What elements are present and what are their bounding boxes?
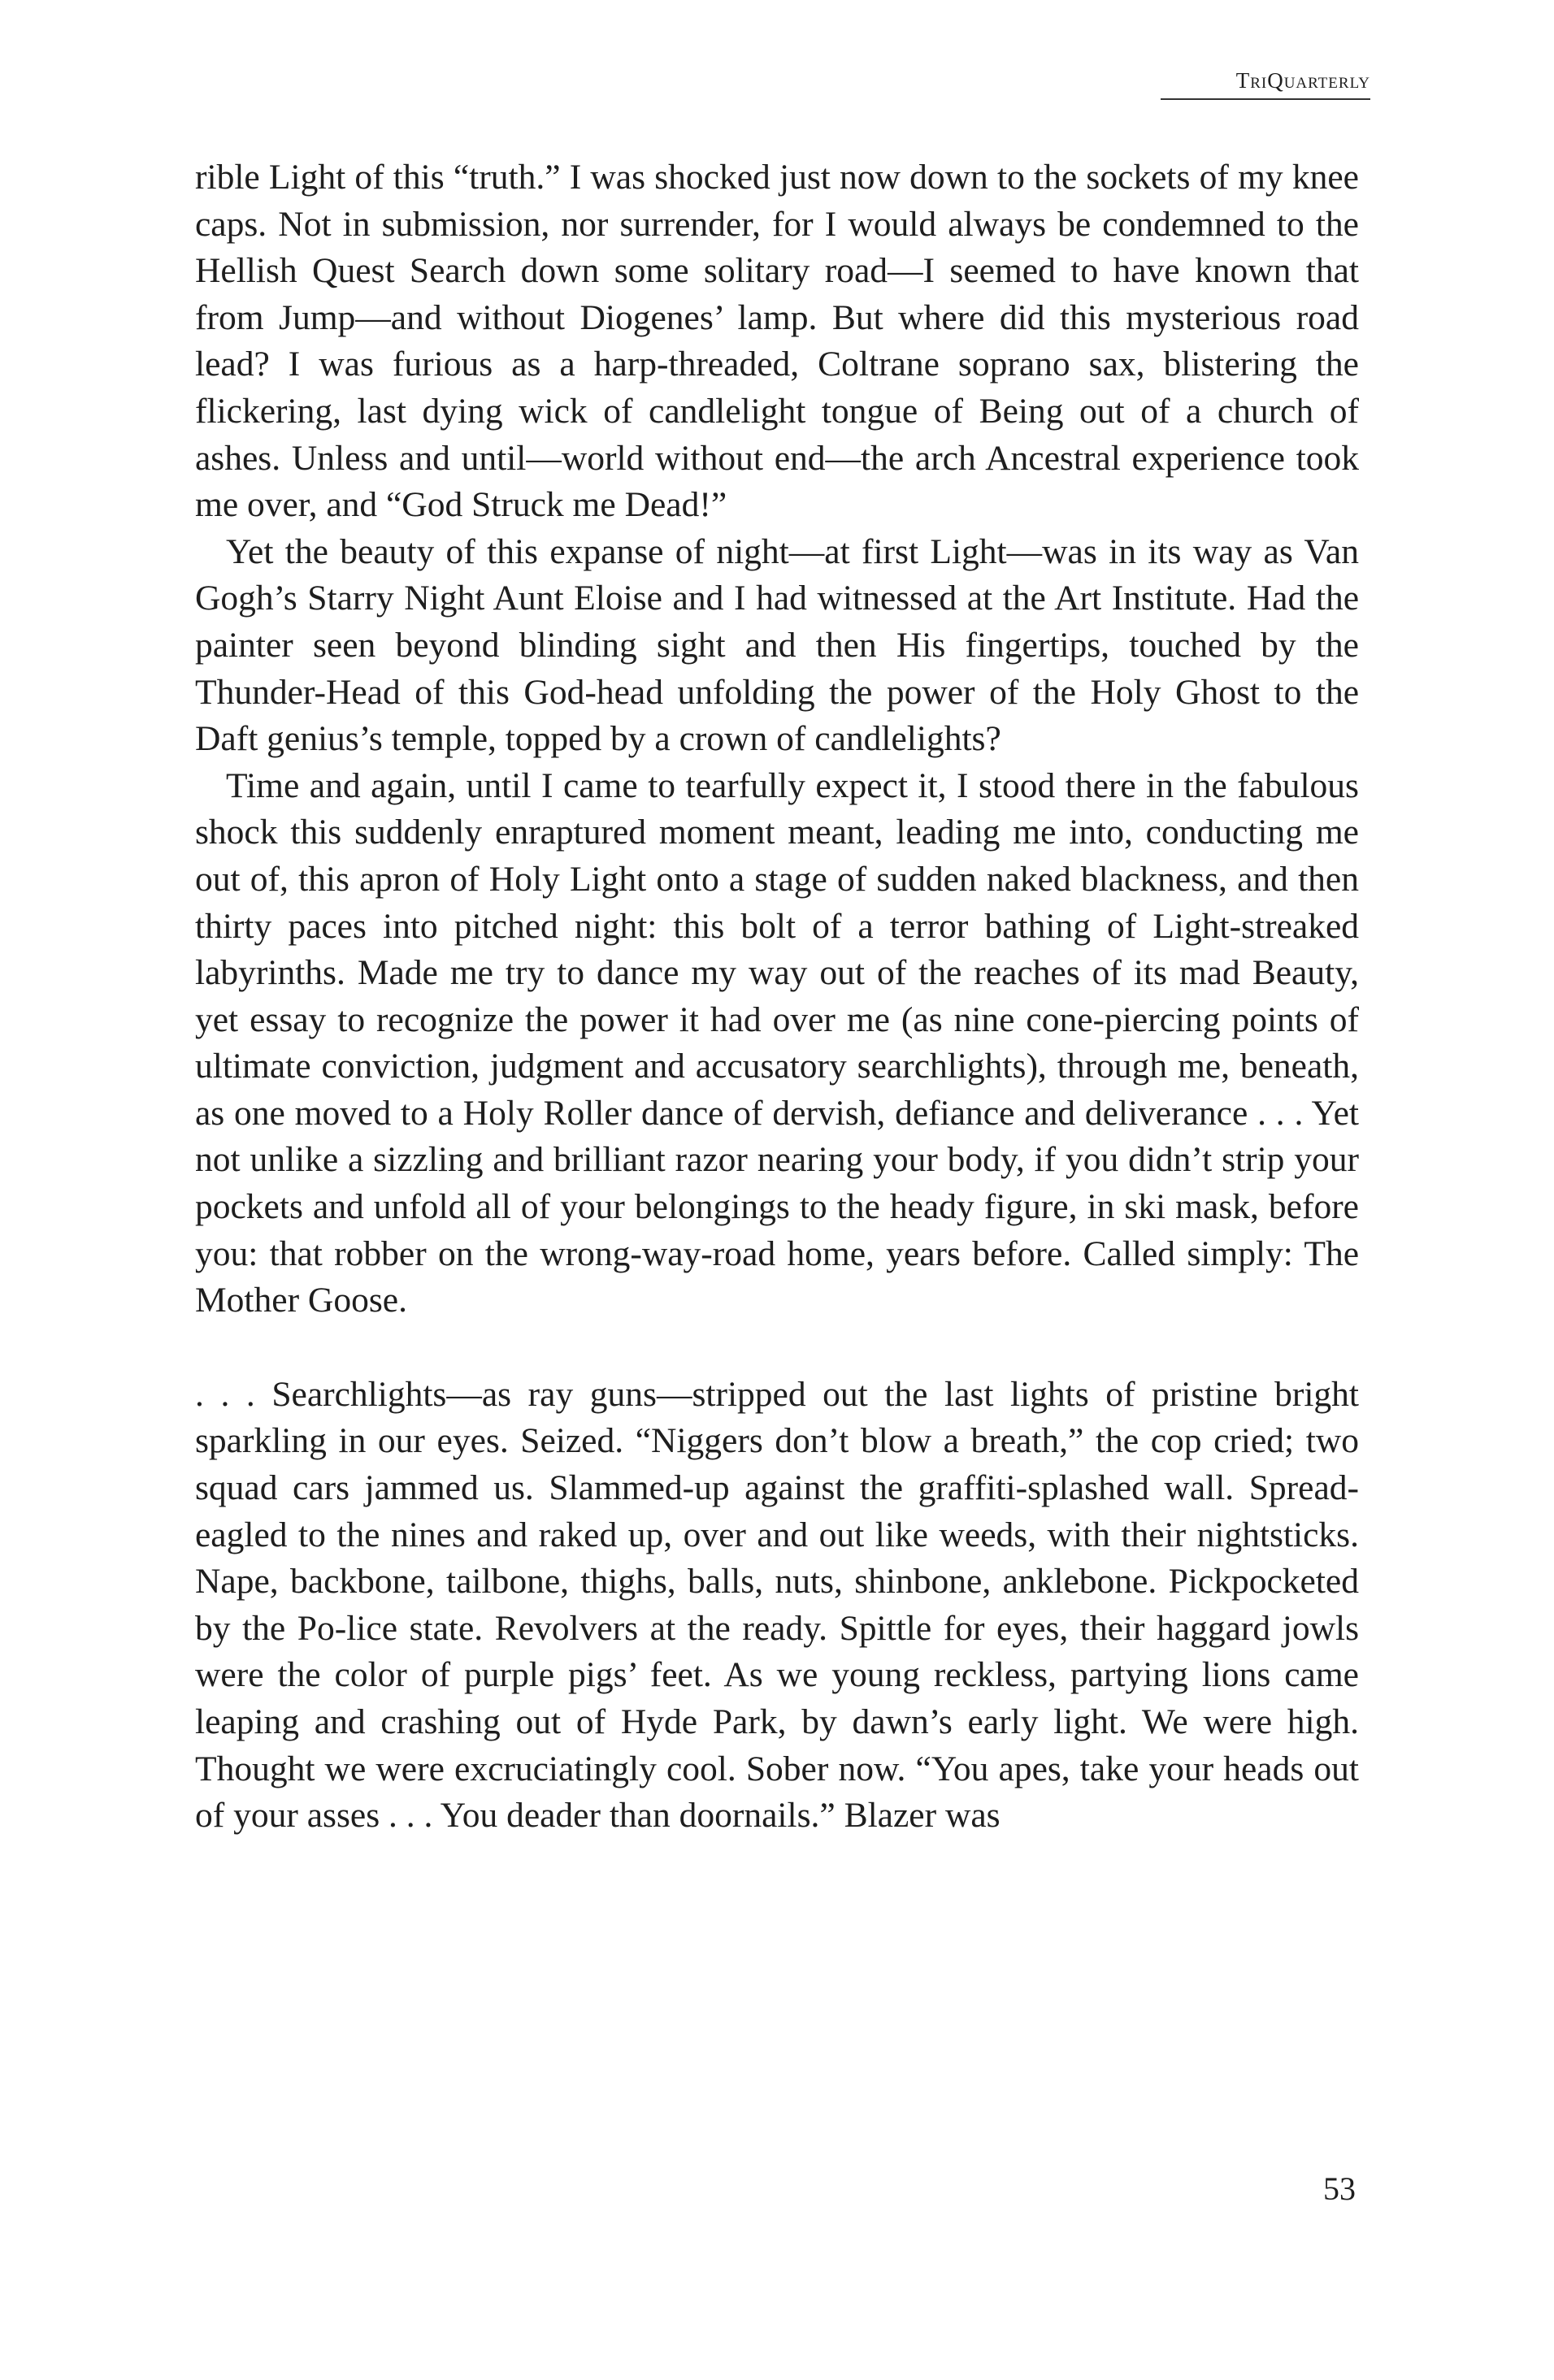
paragraph-2: Yet the beauty of this expanse of night—at first Light—was in its way as Van Gogh’s Starry Night Aunt Eloise and I had witnessed at the Art Institute. Had the painter seen beyond blinding sight and then His fingertips, touched by the Thunder-Head of this God-head unfolding the power of the Holy Ghost to the Daft genius’s temple, topped by a crown of candlelights? [195,531,1359,759]
body-text [195,154,1359,1840]
paragraph-3: Time and again, until I came to tearfully expect it, I stood there in the fabulous shock this suddenly enraptured moment meant, leading me into, conducting me out of, this apron of Holy Light onto a stage of sudden naked blackness, and then thirty paces into pitched night: this bolt of a terror bathing of Light-streaked labyrinths. Made me try to dance my way out of the reaches of its mad Beauty, yet essay to recognize the power it had over me (as nine cone-piercing points of ultimate conviction, judgment and accusatory searchlights), through me, beneath, as one moved to a Holy Roller dance of dervish, defiance and deliverance . . . Yet not unlike a sizzling and brilliant razor nearing your body, if you didn’t strip your pockets and unfold all of your belongings to the heady figure, in ski mask, before you: that robber on the wrong-way-road home, years before. Called simply: The Mother Goose. [195,765,1359,1320]
paragraph-4: . . . Searchlights—as ray guns—stripped out the last lights of pristine bright sparkling in our eyes. Seized. “Niggers don’t blow a breath,” the cop cried; two squad cars jammed us. Slammed-up against the graffiti-splashed wall. Spread-eagled to the nines and raked up, over and out like weeds, with their nightsticks. Nape, backbone, tailbone, thighs, balls, nuts, shinbone, anklebone. Pickpocketed by the Po-lice state. Revolvers at the ready. Spittle for eyes, their haggard jowls were the color of purple pigs’ feet. As we young reckless, partying lions came leaping and crashing out of Hyde Park, by dawn’s early light. We were high. Thought we were excruciatingly cool. Sober now. “You apes, take your heads out of your asses . . . You deader than doornails.” Blazer was [195,1374,1359,1836]
page-number: 53 [1323,2170,1356,2207]
section-break [195,1324,1359,1372]
paragraph-1: rible Light of this “truth.” I was shocked just now down to the sockets of my knee caps. Not in submission, nor surrender, for I would always be condemned to the Hellish Quest Search down some solitary road—I seemed to have known that from Jump—and without Diogenes’ lamp. But where did this mysterious road lead? I was furious as a harp-threaded, Coltrane soprano sax, blistering the flickering, last dying wick of candlelight tongue of Being out of a church of ashes. Unless and until—world without end—the arch Ancestral experience took me over, and “God Struck me Dead!” [195,158,1359,525]
running-head: TriQuarterly [1161,68,1370,100]
